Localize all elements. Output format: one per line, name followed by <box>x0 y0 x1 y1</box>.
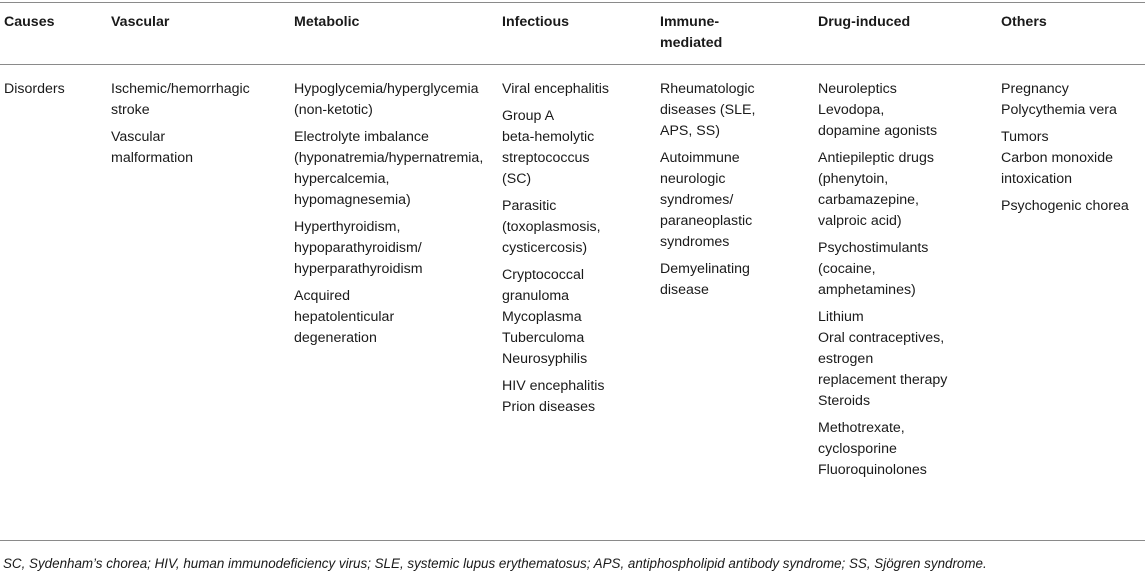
infectious-cell: Cryptococcal granuloma Mycoplasma Tuberculoma Neurosyphilis <box>502 267 588 367</box>
drug-induced-cell: Lithium Oral contraceptives, estrogen replacement therapy Steroids <box>818 309 948 409</box>
infectious-cell: Parasitic (toxoplasmosis, cysticercosis) <box>502 198 601 256</box>
infectious-column <box>502 79 609 418</box>
immune-mediated-cell: Demyelinating disease <box>660 261 750 298</box>
immune-mediated-cell: Autoimmune neurologic syndromes/ paraneoplastic syndromes <box>660 150 753 250</box>
drug-induced-column <box>818 79 947 481</box>
header-others: Others <box>1001 14 1047 30</box>
metabolic-cell: Acquired hepatolenticular degeneration <box>294 288 395 346</box>
table-footnote: SC, Sydenham’s chorea; HIV, human immunodeficiency virus; SLE, systemic lupus erythematosus; APS, antiphospholipid antibody syndrome; SS, Sjögren syndrome. <box>3 556 987 571</box>
table-top-rule <box>0 2 1145 3</box>
infectious-cell: Viral encephalitis <box>502 81 609 97</box>
immune-mediated-column <box>660 79 755 301</box>
header-infectious: Infectious <box>502 14 570 30</box>
drug-induced-cell: Neuroleptics Levodopa, dopamine agonists <box>818 81 938 139</box>
others-column <box>1001 79 1129 217</box>
row-label-column <box>4 79 65 100</box>
metabolic-cell: Electrolyte imbalance (hyponatremia/hypernatremia, hypercalcemia, hypomagnesemia) <box>294 129 484 208</box>
table-bottom-rule <box>0 540 1145 541</box>
drug-induced-cell: Methotrexate, cyclosporine Fluoroquinolones <box>818 420 927 478</box>
header-immune-mediated: Immune- mediated <box>660 14 723 51</box>
others-cell: Tumors Carbon monoxide intoxication <box>1001 129 1113 187</box>
row-label-disorders: Disorders <box>4 81 65 97</box>
vascular-cell: Vascular malformation <box>111 129 194 166</box>
drug-induced-cell: Psychostimulants (cocaine, amphetamines) <box>818 240 929 298</box>
header-drug-induced: Drug-induced <box>818 14 911 30</box>
header-metabolic: Metabolic <box>294 14 360 30</box>
metabolic-column <box>294 79 483 349</box>
others-cell: Pregnancy Polycythemia vera <box>1001 81 1117 118</box>
header-vascular: Vascular <box>111 14 170 30</box>
vascular-column <box>111 79 250 169</box>
others-cell: Psychogenic chorea <box>1001 198 1129 214</box>
header-causes: Causes <box>4 14 55 30</box>
metabolic-cell: Hyperthyroidism, hypoparathyroidism/ hyperparathyroidism <box>294 219 423 277</box>
drug-induced-cell: Antiepileptic drugs (phenytoin, carbamazepine, valproic acid) <box>818 150 934 229</box>
infectious-cell: Group A beta-hemolytic streptococcus (SC) <box>502 108 595 187</box>
immune-mediated-cell: Rheumatologic diseases (SLE, APS, SS) <box>660 81 756 139</box>
vascular-cell: Ischemic/hemorrhagic stroke <box>111 81 250 118</box>
header-bottom-rule <box>0 64 1145 65</box>
infectious-cell: HIV encephalitis Prion diseases <box>502 378 605 415</box>
metabolic-cell: Hypoglycemia/hyperglycemia (non-ketotic) <box>294 81 479 118</box>
